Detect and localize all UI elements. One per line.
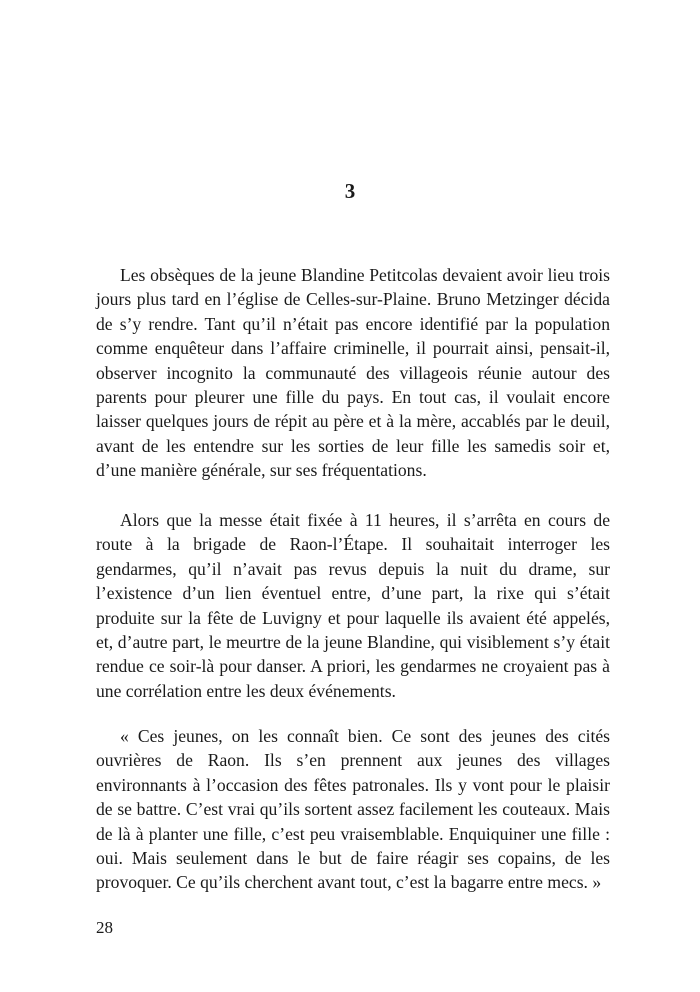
page-number: 28 (96, 918, 113, 937)
paragraph-1-block (96, 263, 610, 483)
paragraph-3-block (96, 724, 610, 895)
body-paragraph: « Ces jeunes, on les connaît bien. Ce sont des jeunes des cités ouvrières de Raon. Ils s’en prennent aux jeunes des villages environnants à l’occasion des fêtes patronales. Ils y vont pour le plaisir de se battre. C’est vrai qu’ils sortent assez facilement les couteaux. Mais de là à planter une fille, c’est peu vraisemblable. Enquiquiner une fille : oui. Mais seulement dans le but de faire réagir ses copains, de les provoquer. Ce qu’ils cherchent avant tout, c’est la bagarre entre mecs. » (96, 726, 610, 893)
body-paragraph: Les obsèques de la jeune Blandine Petitcolas devaient avoir lieu trois jours plus tard en l’église de Celles-sur-Plaine. Bruno Metzinger décida de s’y rendre. Tant qu’il n’était pas encore identifié par la population comme enquêteur dans l’affaire criminelle, il pourrait ainsi, pensait-il, observer incognito la communauté des villageois réunie autour des parents pour pleurer une fille du pays. En tout cas, il voulait encore laisser quelques jours de répit au père et à la mère, accablés par le deuil, avant de les entendre sur les sorties de leur fille les samedis soir et, d’une manière générale, sur ses fréquentations. (96, 265, 610, 481)
chapter-number: 3 (344, 179, 356, 203)
paragraph-2-block (96, 508, 610, 703)
body-paragraph: Alors que la messe était fixée à 11 heures, il s’arrêta en cours de route à la brigade de Raon-l’Étape. Il souhaitait interroger les gendarmes, qu’il n’avait pas revus depuis la nuit du drame, sur l’existence d’un lien éventuel entre, d’une part, la rixe qui s’était produite sur la fête de Luvigny et pour laquelle ils avaient été appelés, et, d’autre part, le meurtre de la jeune Blandine, qui visiblement s’y était rendue ce soir-là pour danser. A priori, les gendarmes ne croyaient pas à une corrélation entre les deux événements. (96, 510, 610, 701)
